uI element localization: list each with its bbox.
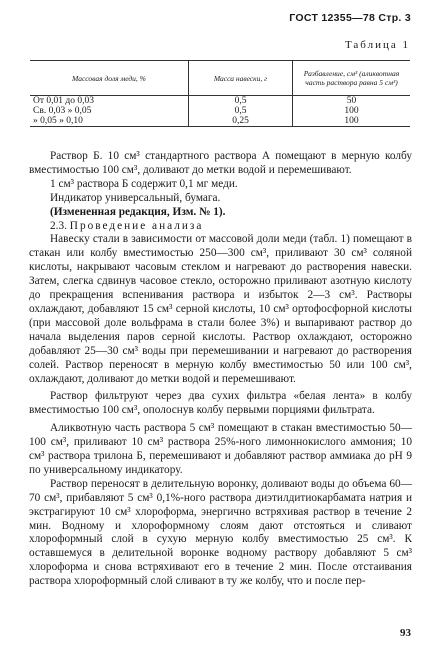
section-heading	[29, 220, 412, 234]
table-cell: 50	[293, 96, 411, 107]
paragraph: Индикатор универсальный, бумага.	[50, 191, 221, 204]
table-caption: Таблица 1	[344, 39, 410, 51]
col-dilution: Разбавление, см³ (аликвотная часть раствора равна 5 см³)	[293, 61, 411, 96]
table-cell: 100	[293, 116, 411, 127]
paragraph: Раствор фильтруют через два сухих фильтра «белая лента» в колбу вместимостью 100 см³, ополоснув колбу первыми порциями фильтрата.	[29, 390, 412, 417]
paragraph: Раствор Б. 10 см³ стандартного раствора А помещают в мерную колбу вместимостью 100 см³, доливают до метки водой и перемешивают.	[29, 150, 412, 176]
section-title: Проведение анализа	[69, 219, 204, 232]
table-row	[30, 106, 410, 116]
table-row	[30, 96, 410, 107]
table-cell: 0,5	[189, 106, 293, 116]
table-cell: » 0,05 » 0,10	[30, 116, 189, 127]
copper-table	[30, 60, 410, 127]
table-cell: 0,5	[189, 96, 293, 107]
document-body	[29, 150, 412, 589]
col-copper-share: Массовая доля меди, %	[30, 61, 189, 96]
paragraph: Аликвотную часть раствора 5 см³ помещают в стакан вместимостью 50—100 см³, приливают 10 см³ раствора 25%-ного лимоннокислого аммония; 10 см³ раствора трилона Б, перемешивают и добавляют раствор аммиака до pH 9 по универсальному индикатору.	[29, 422, 412, 476]
page-number: 93	[400, 627, 411, 639]
table-cell: Св. 0,03 » 0,05	[33, 106, 92, 116]
table-cell: От 0,01 до 0,03	[33, 96, 94, 106]
table-cell: 100	[293, 106, 411, 116]
table-cell: 0,25	[189, 116, 293, 127]
table-row	[30, 116, 410, 127]
col-sample-mass: Масса навески, г	[189, 61, 293, 96]
paragraph: Раствор переносят в делительную воронку, доливают воды до объема 60—70 см³, прибавляют 5 см³ 0,1%-ного раствора диэтилдитиокарбамата натрия и экстрагируют 10 см³ хлороформа, энергично встряхивая раствор в течение 2 мин. Водному и хлороформному слоям дают отстояться и сливают хлороформный слой в сухую мерную колбу вместимостью 25 см³. К оставшемуся в делительной воронке водному раствору добавляют 5 см³ хлороформа и снова встряхивают его в течение 2 мин. После отстаивания раствора хлороформный слой сливают в ту же колбу, что и после пер-	[29, 477, 412, 588]
amendment-note: (Измененная редакция, Изм. № 1).	[50, 205, 226, 218]
paragraph: Навеску стали в зависимости от массовой доли меди (табл. 1) помещают в стакан или колбу вместимостью 250—300 см³, приливают 30 см³ соляной кислоты, накрывают часовым стеклом и нагревают до растворения навески. Затем, слегка сдвинув часовое стекло, осторожно приливают азотную кислоту до прекращения вспенивания раствора и избыток 2—3 см³. Растворы охлаждают, добавляют 15 см³ серной кислоты, 10 см³ ортофосфорной кислоты (при массовой доле вольфрама в стали более 3%) и выпаривают раствор до начала выделения паров серной кислоты. Раствор охлаждают, осторожно добавляют 25—30 см³ воды при перемешивании и нагревают до растворения солей. Раствор переносят в мерную колбу вместимостью 50 или 100 см³, охлаждают, доливают до метки водой и перемешивают.	[29, 233, 412, 385]
paragraph: 1 см³ раствора Б содержит 0,1 мг меди.	[50, 177, 238, 190]
table-header-row	[30, 61, 410, 96]
section-number: 2.3.	[50, 219, 67, 232]
page-header: ГОСТ 12355—78 Стр. 3	[289, 12, 411, 24]
